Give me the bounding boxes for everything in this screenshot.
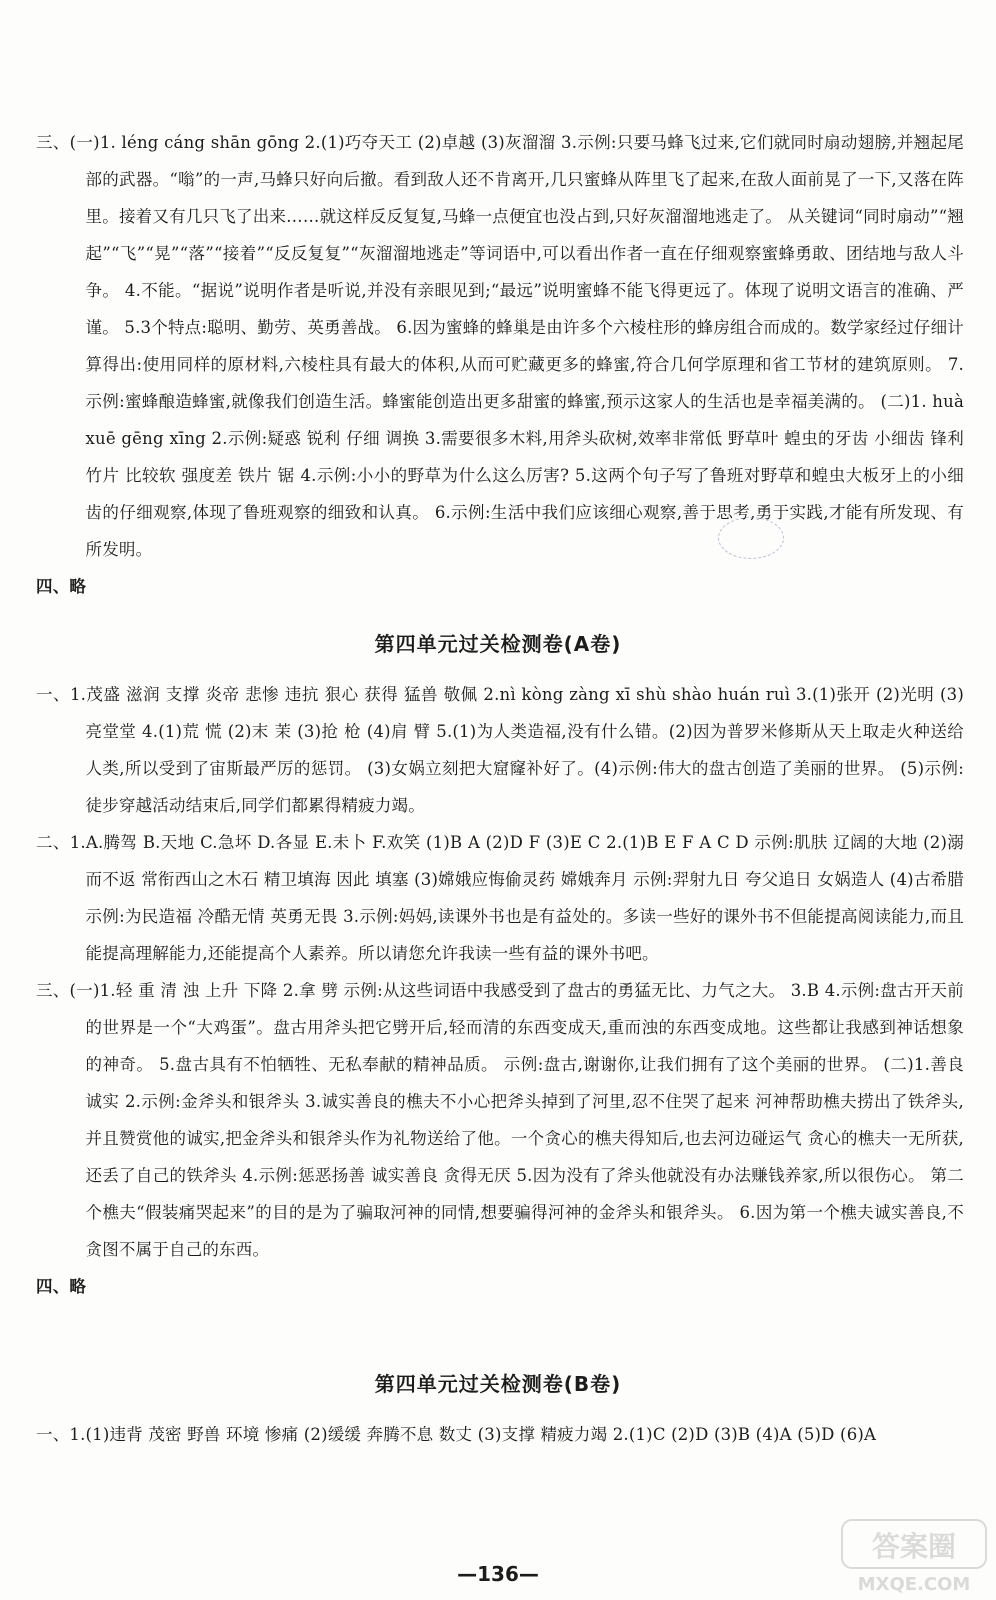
unit3-section-three-text: 三、(一)1. léng cáng shān gōng 2.(1)巧夺天工 (2)卓越 (3)灰溜溜 3.示例:只要马蜂飞过来,它们就同时扇动翅膀,并翘起尾部的武器。“嗡”的一声,马蜂只好向后撤。看到敌人还不肯离开,几只蜜蜂从阵里飞了起来,在敌人面前晃了一下,又落在阵里。接着又有几只飞了出来……就这样反反复复,马蜂一点便宜也没占到,只好灰溜溜地逃走了。 从关键词“同时扇动”“翘起”“飞”“晃”“落”“接着”“反反复复”“灰溜溜地逃走”等词语中,可以看出作者一直在仔细观察蜜蜂勇敢、团结地与敌人斗争。 4.不能。“据说”说明作者是听说,并没有亲眼见到;“最远”说明蜜蜂不能飞得更远了。体现了说明文语言的准确、严谨。 5.3个特点:聪明、勤劳、英勇善战。 6.因为蜜蜂的蜂巢是由许多个六棱柱形的蜂房组合而成的。数学家经过仔细计算得出:使用同样的原材料,六棱柱具有最大的体积,从而可贮藏更多的蜂蜜,符合几何学原理和省工节材的建筑原则。 7.示例:蜜蜂酿造蜂蜜,就像我们创造生活。蜂蜜能创造出更多甜蜜的蜂蜜,预示这家人的生活也是幸福美满的。 (二)1. huà xuē gēng xīng 2.示例:疑惑 锐利 仔细 调换 3.需要很多木料,用斧头砍树,效率非常低 野草叶 蝗虫的牙齿 小细齿 锋利 竹片 比较软 强度差 铁片 锯 4.示例:小小的野草为什么这么厉害? 5.这两个句子写了鲁班对野草和蝗虫大板牙上的小细齿的仔细观察,体现了鲁班观察的细致和认真。 6.示例:生活中我们应该细心观察,善于思考,勇于实践,才能有所发现、有所发明。	[36, 133, 964, 559]
watermark-logo-icon	[840, 1514, 988, 1596]
unit4-a-section-four: 四、略	[36, 1277, 87, 1296]
unit4-b-q1: 一、1.(1)违背 茂密 野兽 环境 惨痛 (2)缓缓 奔腾不息 数丈 (3)支撑 精疲力竭 2.(1)C (2)D (3)B (4)A (5)D (6)A	[36, 1425, 877, 1444]
ink-stamp-mark	[718, 517, 784, 559]
unit4-a-q2: 二、1.A.腾驾 B.天地 C.急坏 D.各显 E.未卜 F.欢笑 (1)B A (2)D F (3)E C 2.(1)B E F A C D 示例:肌肤 辽阔的大地 (2)溺而不返 常衔西山之木石 精卫填海 因此 填塞 (3)嫦娥应悔偷灵药 嫦娥奔月 示例:羿射九日 夸父追日 女娲造人 (4)古希腊 示例:为民造福 冷酷无情 英勇无畏 3.示例:妈妈,读课外书也是有益处的。多读一些好的课外书不但能提高阅读能力,而且能提高理解能力,还能提高个人素养。所以请您允许我读一些有益的课外书吧。	[36, 833, 964, 963]
unit3-section-three	[36, 124, 964, 605]
page-number: —136—	[457, 1562, 539, 1586]
svg-text:MXQE.COM: MXQE.COM	[857, 1574, 971, 1595]
unit4-a-title: 第四单元过关检测卷(A卷)	[374, 632, 622, 656]
unit4-b-title: 第四单元过关检测卷(B卷)	[374, 1372, 622, 1396]
unit3-section-four: 四、略	[36, 577, 87, 596]
unit4-a-q3: 三、(一)1.轻 重 清 浊 上升 下降 2.拿 劈 示例:从这些词语中我感受到了盘古的勇猛无比、力气之大。 3.B 4.示例:盘古开天前的世界是一个“大鸡蛋”。盘古用斧头把它劈开后,轻而清的东西变成天,重而浊的东西变成地。这些都让我感到神话想象的神奇。 5.盘古具有不怕牺牲、无私奉献的精神品质。 示例:盘古,谢谢你,让我们拥有了这个美丽的世界。 (二)1.善良 诚实 2.示例:金斧头和银斧头 3.诚实善良的樵夫不小心把斧头掉到了河里,忍不住哭了起来 河神帮助樵夫捞出了铁斧头,并且赞赏他的诚实,把金斧头和银斧头作为礼物送给了他。一个贪心的樵夫得知后,也去河边碰运气 贪心的樵夫一无所获,还丢了自己的铁斧头 4.示例:惩恶扬善 诚实善良 贪得无厌 5.因为没有了斧头他就没有办法赚钱养家,所以很伤心。 第二个樵夫“假装痛哭起来”的目的是为了骗取河神的同情,想要骗得河神的金斧头和银斧头。 6.因为第一个樵夫诚实善良,不贪图不属于自己的东西。	[36, 981, 964, 1259]
unit4-b-body	[36, 1416, 964, 1453]
svg-text:答案圈: 答案圈	[871, 1530, 957, 1563]
unit4-a-body	[36, 676, 964, 1305]
unit4-a-q1: 一、1.茂盛 滋润 支撑 炎帝 悲惨 违抗 狠心 获得 猛兽 敬佩 2.nì kòng zàng xī shù shào huán ruì 3.(1)张开 (2)光明 (3)亮堂堂 4.(1)荒 慌 (2)末 茉 (3)抢 枪 (4)肩 臂 5.(1)为人类造福,没有什么错。(2)因为普罗米修斯从天上取走火种送给人类,所以受到了宙斯最严厉的惩罚。 (3)女娲立刻把大窟窿补好了。(4)示例:伟大的盘古创造了美丽的世界。 (5)示例:徒步穿越活动结束后,同学们都累得精疲力竭。	[36, 685, 964, 815]
